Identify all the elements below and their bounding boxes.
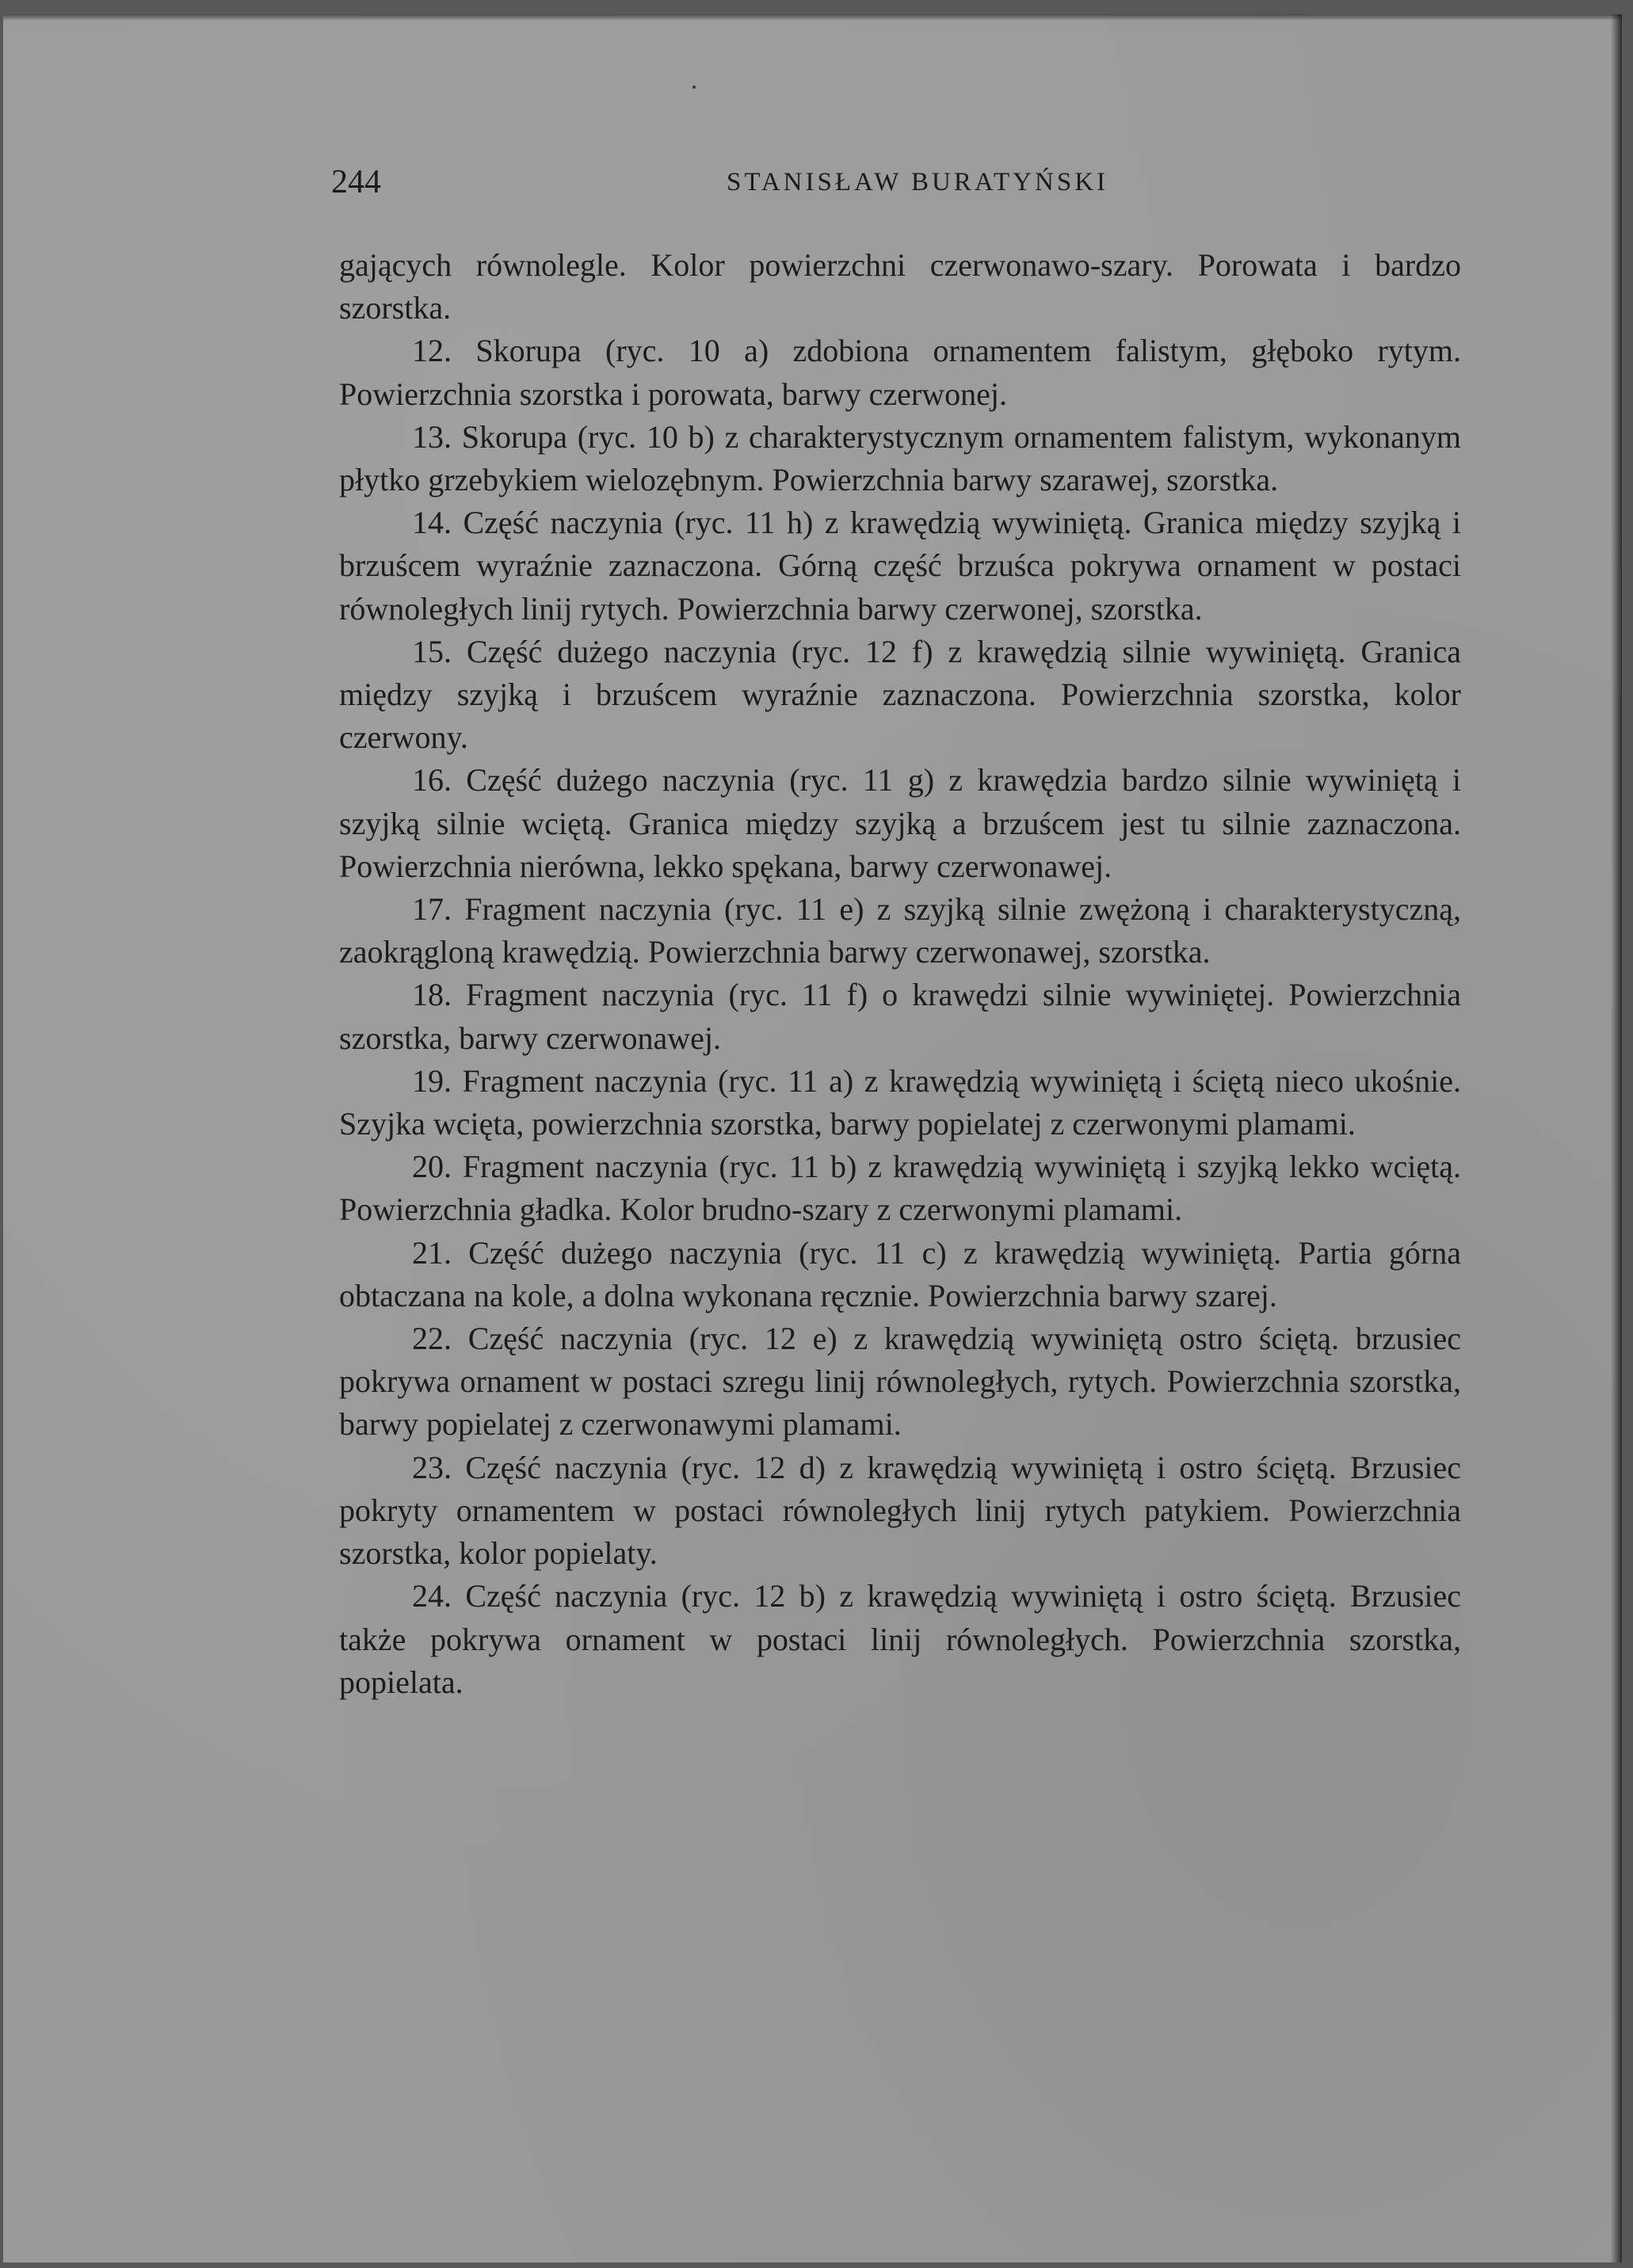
paragraph-item-21: 21. Część dużego naczynia (ryc. 11 c) z krawędzią wywiniętą. Partia górna obtaczana na kole, a dolna wykonana ręcznie. Powierzchnia barwy szarej. bbox=[339, 1234, 1461, 1313]
page-number: 244 bbox=[331, 164, 381, 200]
paragraph-item-13: 13. Skorupa (ryc. 10 b) z charakterystycznym ornamentem falistym, wykonanym płytko grzebykiem wielozębnym. Powierzchnia barwy szarawej, szorstka. bbox=[339, 418, 1461, 498]
paragraph-item-17: 17. Fragment naczynia (ryc. 11 e) z szyjką silnie zwężoną i charakterystyczną, zaokrągloną krawędzią. Powierzchnia barwy czerwonawej, szorstka. bbox=[339, 891, 1461, 970]
paragraph-item-24: 24. Część naczynia (ryc. 12 b) z krawędzią wywiniętą i ostro ściętą. Brzusiec także pokrywa ornament w postaci linij równoległych. Powierzchnia szorstka, popielata. bbox=[339, 1578, 1461, 1700]
paragraph-item-14: 14. Część naczynia (ryc. 11 h) z krawędzią wywiniętą. Granica między szyjką i brzuścem wyraźnie zaznaczona. Górną część brzuśca pokrywa ornament w postaci równoległych linij rytych. Powierzchnia barwy czerwonej, szorstka. bbox=[339, 505, 1461, 627]
paragraph-item-16: 16. Część dużego naczynia (ryc. 11 g) z krawędzia bardzo silnie wywiniętą i szyjką silnie wciętą. Granica między szyjką a brzuścem jest tu silnie zaznaczona. Powierzchnia nierówna, lekko spękana, barwy czerwonawej. bbox=[339, 762, 1461, 884]
scan-speck bbox=[692, 86, 696, 89]
top-edge-shadow bbox=[3, 14, 1622, 21]
paragraph-item-12: 12. Skorupa (ryc. 10 a) zdobiona ornamentem falistym, głęboko rytym. Powierzchnia szorstka i porowata, barwy czerwonej. bbox=[339, 333, 1461, 412]
paragraph: gających równolegle. Kolor powierzchni czerwonawo-szary. Porowata i bardzo szorstka. bbox=[339, 247, 1461, 326]
paragraph-item-18: 18. Fragment naczynia (ryc. 11 f) o krawędzi silnie wywiniętej. Powierzchnia szorstka, barwy czerwonawej. bbox=[339, 977, 1461, 1056]
paragraph-item-19: 19. Fragment naczynia (ryc. 11 a) z krawędzią wywiniętą i ściętą nieco ukośnie. Szyjka wcięta, powierzchnia szorstka, barwy popielatej z czerwonymi plamami. bbox=[339, 1062, 1461, 1142]
paragraph-item-20: 20. Fragment naczynia (ryc. 11 b) z krawędzią wywiniętą i szyjką lekko wciętą. Powierzchnia gładka. Kolor brudno-szary z czerwonymi plamami. bbox=[339, 1149, 1461, 1228]
body-text bbox=[339, 244, 1461, 1704]
right-edge-shadow bbox=[1611, 14, 1622, 2262]
running-head-author: STANISŁAW BURATYŃSKI bbox=[726, 168, 1109, 196]
running-head bbox=[331, 158, 1456, 206]
paragraph-item-15: 15. Część dużego naczynia (ryc. 12 f) z krawędzią silnie wywiniętą. Granica między szyjką i brzuścem wyraźnie zaznaczona. Powierzchnia szorstka, kolor czerwony. bbox=[339, 633, 1461, 756]
paragraph-item-23: 23. Część naczynia (ryc. 12 d) z krawędzią wywiniętą i ostro ściętą. Brzusiec pokryty ornamentem w postaci równoległych linij rytych patykiem. Powierzchnia szorstka, kolor popielaty. bbox=[339, 1449, 1461, 1572]
paragraph-item-22: 22. Część naczynia (ryc. 12 e) z krawędzią wywiniętą ostro ściętą. brzusiec pokrywa ornament w postaci szregu linij równoległych, rytych. Powierzchnia szorstka, barwy popielatej z czerwonawymi plamami. bbox=[339, 1321, 1461, 1443]
